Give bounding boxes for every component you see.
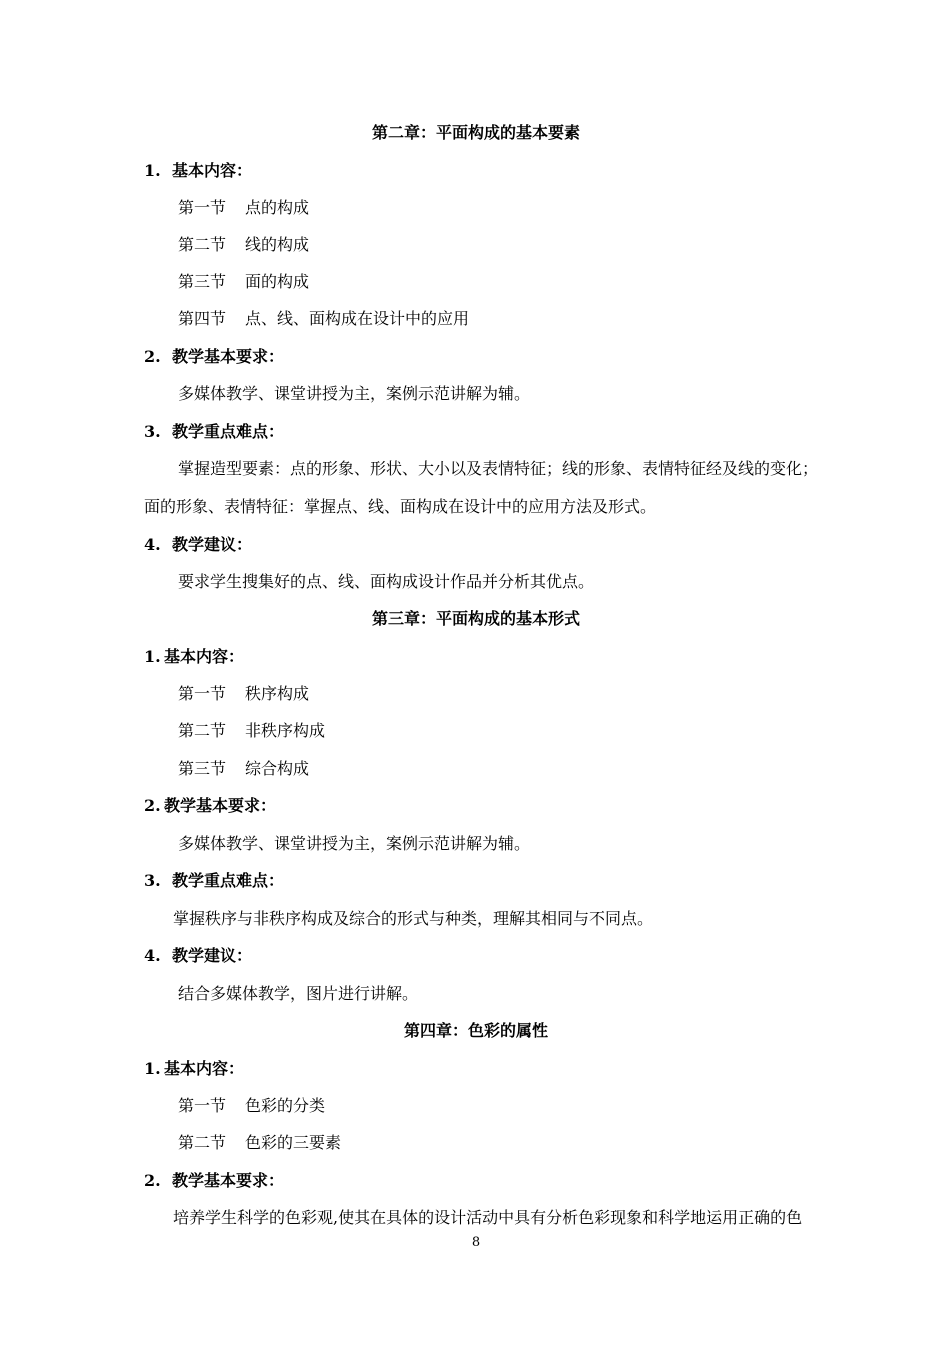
chapter-title: 第三章：平面构成的基本形式	[371, 609, 580, 628]
section-label: 第三节	[178, 759, 227, 778]
section-name: 面的构成	[245, 272, 310, 291]
section-label: 第二节	[178, 235, 227, 254]
heading-label: 教学基本要求：	[172, 1171, 285, 1190]
section-name: 点、线、面构成在设计中的应用	[245, 309, 470, 328]
section-label: 第一节	[178, 1096, 227, 1115]
heading-requirements	[144, 796, 276, 816]
heading-label: 教学重点难点：	[172, 422, 285, 441]
section-name: 色彩的分类	[245, 1096, 326, 1115]
heading-number: 3.	[144, 422, 161, 441]
heading-label: 基本内容：	[164, 1059, 245, 1078]
paragraph: 要求学生搜集好的点、线、面构成设计作品并分析其优点。	[178, 572, 595, 591]
paragraph: 培养学生科学的色彩观,使其在具体的设计活动中具有分析色彩现象和科学地运用正确的色	[173, 1208, 803, 1227]
heading-basic-content	[144, 1059, 244, 1079]
heading-key-points	[144, 422, 284, 442]
section-name: 点的构成	[245, 198, 310, 217]
heading-basic-content	[144, 161, 252, 181]
paragraph: 结合多媒体教学，图片进行讲解。	[178, 984, 419, 1003]
section-label: 第三节	[178, 272, 227, 291]
section-item	[178, 1133, 341, 1153]
section-name: 综合构成	[245, 759, 310, 778]
heading-number: 3.	[144, 871, 161, 890]
heading-number: 2.	[144, 796, 161, 815]
section-item	[178, 272, 309, 292]
heading-suggestions	[144, 535, 252, 555]
heading-key-points	[144, 871, 284, 891]
paragraph: 掌握造型要素：点的形象、形状、大小以及表情特征；线的形象、表情特征经及线的变化；	[178, 459, 819, 478]
section-item	[178, 309, 469, 329]
heading-number: 1.	[144, 161, 161, 180]
paragraph: 多媒体教学、课堂讲授为主，案例示范讲解为辅。	[178, 834, 531, 853]
heading-number: 1.	[144, 1059, 161, 1078]
heading-label: 教学建议：	[172, 946, 253, 965]
section-label: 第二节	[178, 721, 227, 740]
heading-label: 教学建议：	[172, 535, 253, 554]
heading-number: 4.	[144, 946, 161, 965]
section-item	[178, 721, 325, 741]
chapter-title: 第二章：平面构成的基本要素	[371, 123, 580, 142]
heading-label: 基本内容：	[164, 647, 245, 666]
heading-number: 2.	[144, 347, 161, 366]
heading-number: 1.	[144, 647, 161, 666]
heading-basic-content	[144, 647, 244, 667]
heading-label: 教学重点难点：	[172, 871, 285, 890]
section-name: 非秩序构成	[245, 721, 326, 740]
chapter-title: 第四章：色彩的属性	[403, 1021, 548, 1040]
section-label: 第四节	[178, 309, 227, 328]
section-label: 第一节	[178, 684, 227, 703]
section-label: 第一节	[178, 198, 227, 217]
heading-number: 4.	[144, 535, 161, 554]
heading-label: 基本内容：	[172, 161, 253, 180]
heading-requirements	[144, 1171, 284, 1191]
page-number: 8	[471, 1235, 481, 1250]
paragraph: 掌握秩序与非秩序构成及综合的形式与种类，理解其相同与不同点。	[173, 909, 654, 928]
paragraph: 多媒体教学、课堂讲授为主，案例示范讲解为辅。	[178, 384, 531, 403]
section-name: 色彩的三要素	[245, 1133, 342, 1152]
heading-number: 2.	[144, 1171, 161, 1190]
heading-requirements	[144, 347, 284, 367]
section-label: 第二节	[178, 1133, 227, 1152]
section-item	[178, 1096, 325, 1116]
heading-label: 教学基本要求：	[164, 796, 277, 815]
section-item	[178, 235, 309, 255]
heading-label: 教学基本要求：	[172, 347, 285, 366]
heading-suggestions	[144, 946, 252, 966]
section-item	[178, 198, 309, 218]
section-item	[178, 759, 309, 779]
section-name: 线的构成	[245, 235, 310, 254]
section-name: 秩序构成	[245, 684, 310, 703]
section-item	[178, 684, 309, 704]
paragraph: 面的形象、表情特征：掌握点、线、面构成在设计中的应用方法及形式。	[144, 497, 657, 516]
